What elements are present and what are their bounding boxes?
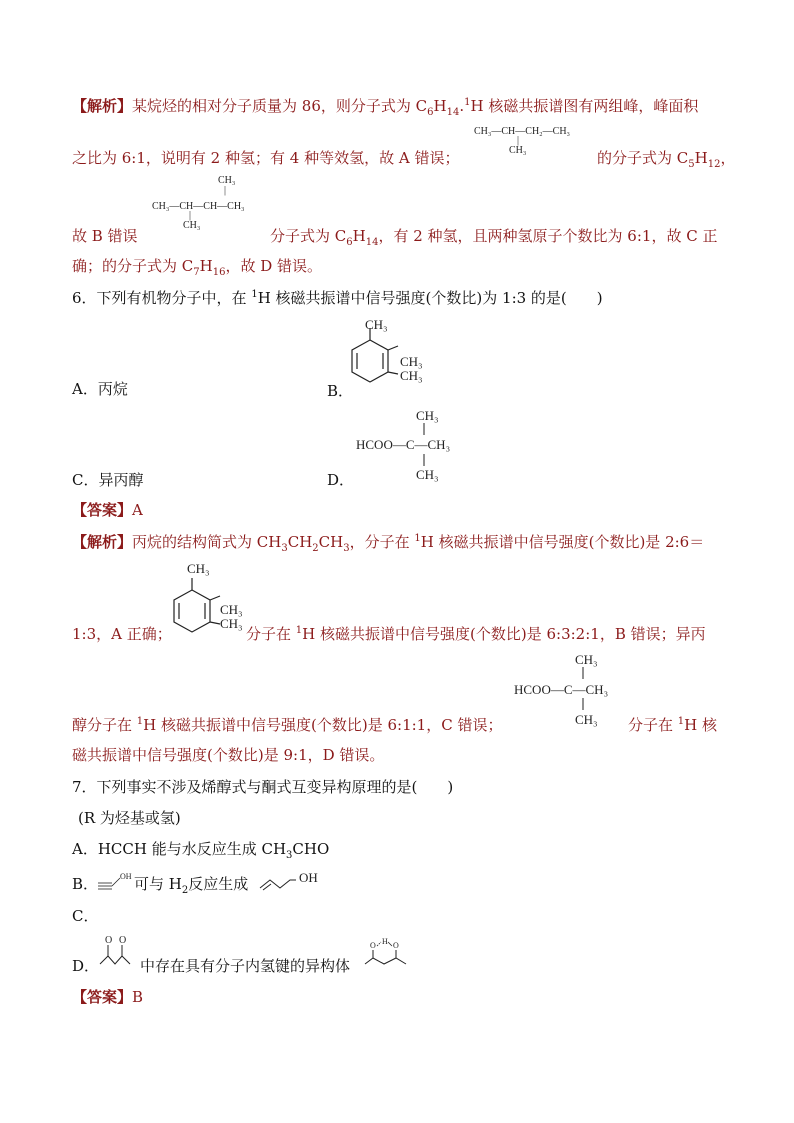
answer6: 【答案】A: [72, 501, 143, 519]
pentane-methyl-branch: | CH₃: [509, 135, 527, 156]
analysis5-line3-left: 故 B 错误: [72, 227, 138, 245]
option-d: D．: [327, 471, 355, 489]
dimethylbutane-top-methyl: CH₃ |: [218, 175, 236, 196]
svg-text:O: O: [370, 941, 376, 950]
trimethylbenzene-analysis-ch3-a: CH₃: [220, 602, 243, 617]
ester-bottom-methyl: CH₃: [416, 467, 439, 482]
analysis6-line2-right: 分子在 $^1$H 核磁共振谱中信号强度(个数比)是 6:3:2:1，B 错误；异丙: [246, 625, 706, 643]
trimethylbenzene-ch3-b: CH₃: [400, 368, 423, 383]
q7-option-a: A．HCCH 能与水反应生成 $CH_3CHO$: [72, 840, 330, 861]
analysis5-line4: 确；的分子式为 $C_7H_{16}$，故 D 错误。: [72, 257, 323, 278]
analysis6-line3-left: 醇分子在 $^1$H 核磁共振谱中信号强度(个数比)是 6:1:1，C 错误；: [72, 716, 503, 734]
trimethylbenzene-analysis-ch3-top: CH₃: [187, 561, 210, 576]
svg-text:O: O: [105, 935, 113, 946]
ester-analysis-bottom-methyl: CH₃: [575, 712, 598, 727]
analysis6-line3-right: 分子在 $^1$H 核: [628, 716, 718, 734]
dimethylbutane-structure: CH₃—CH—CH—CH₃: [152, 201, 245, 212]
analysis6-line2-left: 1:3，A 正确；: [72, 625, 172, 643]
analysis6-line4: 磁共振谱中信号强度(个数比)是 9:1，D 错误。: [72, 746, 385, 764]
option-c: C．异丙醇: [72, 471, 144, 489]
analysis5-line2-right: 的分子式为 $C_5H_{12}$，: [597, 149, 736, 170]
trimethylbenzene-ch3-a: CH₃: [400, 354, 423, 369]
q7-option-b-text: 可与 $H_2$反应生成: [134, 875, 249, 896]
pentane-structure: CH₃—CH—CH₂—CH₃: [474, 126, 571, 137]
propargyl-oh: OH: [120, 872, 132, 881]
acetylacetone-structure: [96, 934, 142, 970]
q7-option-d: D．: [72, 957, 100, 975]
analysis-tag: 【解析】: [72, 97, 133, 115]
question7-stem: 7．下列事实不涉及烯醇式与酮式互变异构原理的是( ): [72, 778, 454, 796]
q7-option-b: B．: [72, 875, 99, 893]
q7-option-c: C．: [72, 907, 99, 925]
trimethylbenzene-analysis-ch3-b: CH₃: [220, 616, 243, 631]
analysis5-line2: 之比为 6:1，说明有 2 种氢；有 4 种等效氢，故 A 错误；: [72, 149, 460, 167]
svg-text:H: H: [382, 937, 388, 946]
ester-analysis-top-methyl: CH₃: [575, 652, 598, 667]
analysis5-line3-right: 分子式为 $C_6H_{14}$，有 2 种氢，且两种氢原子个数比为 6:1，故 C 正: [270, 227, 718, 248]
answer7: 【答案】B: [72, 988, 144, 1006]
dimethylbutane-bottom-methyl: | CH₃: [183, 210, 201, 231]
q7-option-d-text: 中存在具有分子内氢键的异构体: [140, 957, 351, 975]
allyl-oh: OH: [299, 870, 318, 885]
ester-analysis-bonds: [583, 664, 593, 724]
trimethylbenzene-ch3-top: CH₃: [365, 317, 388, 332]
option-a: A．丙烷: [72, 380, 128, 398]
ester-bonds: [424, 420, 434, 480]
question7-note: (R 为烃基或氢): [78, 809, 181, 827]
ester-top-methyl: CH₃: [416, 408, 439, 423]
ester-analysis-main: HCOO—C—CH₃: [514, 682, 609, 697]
analysis6-line1: 【解析】丙烷的结构简式为 $CH_3CH_2CH_3$，分子在 $^1$H 核磁共振谱中信号强度(个数比)是 2:6＝: [72, 533, 705, 554]
ester-main: HCOO—C—CH₃: [356, 437, 451, 452]
svg-text:O: O: [119, 935, 127, 946]
option-b: B．: [327, 382, 354, 400]
question6-stem: 6．下列有机物分子中，在 $^1$H 核磁共振谱中信号强度(个数比)为 1:3 的是( ): [72, 289, 603, 307]
analysis5-line1: 【解析】某烷烃的相对分子质量为 86，则分子式为 $C_6H_{14}.^1H$ 核磁共振谱图有两组峰，峰面积: [72, 97, 699, 118]
enol-hbond-structure: [362, 934, 414, 970]
svg-text:O: O: [393, 941, 399, 950]
allyl-alcohol-structure: [260, 874, 304, 894]
